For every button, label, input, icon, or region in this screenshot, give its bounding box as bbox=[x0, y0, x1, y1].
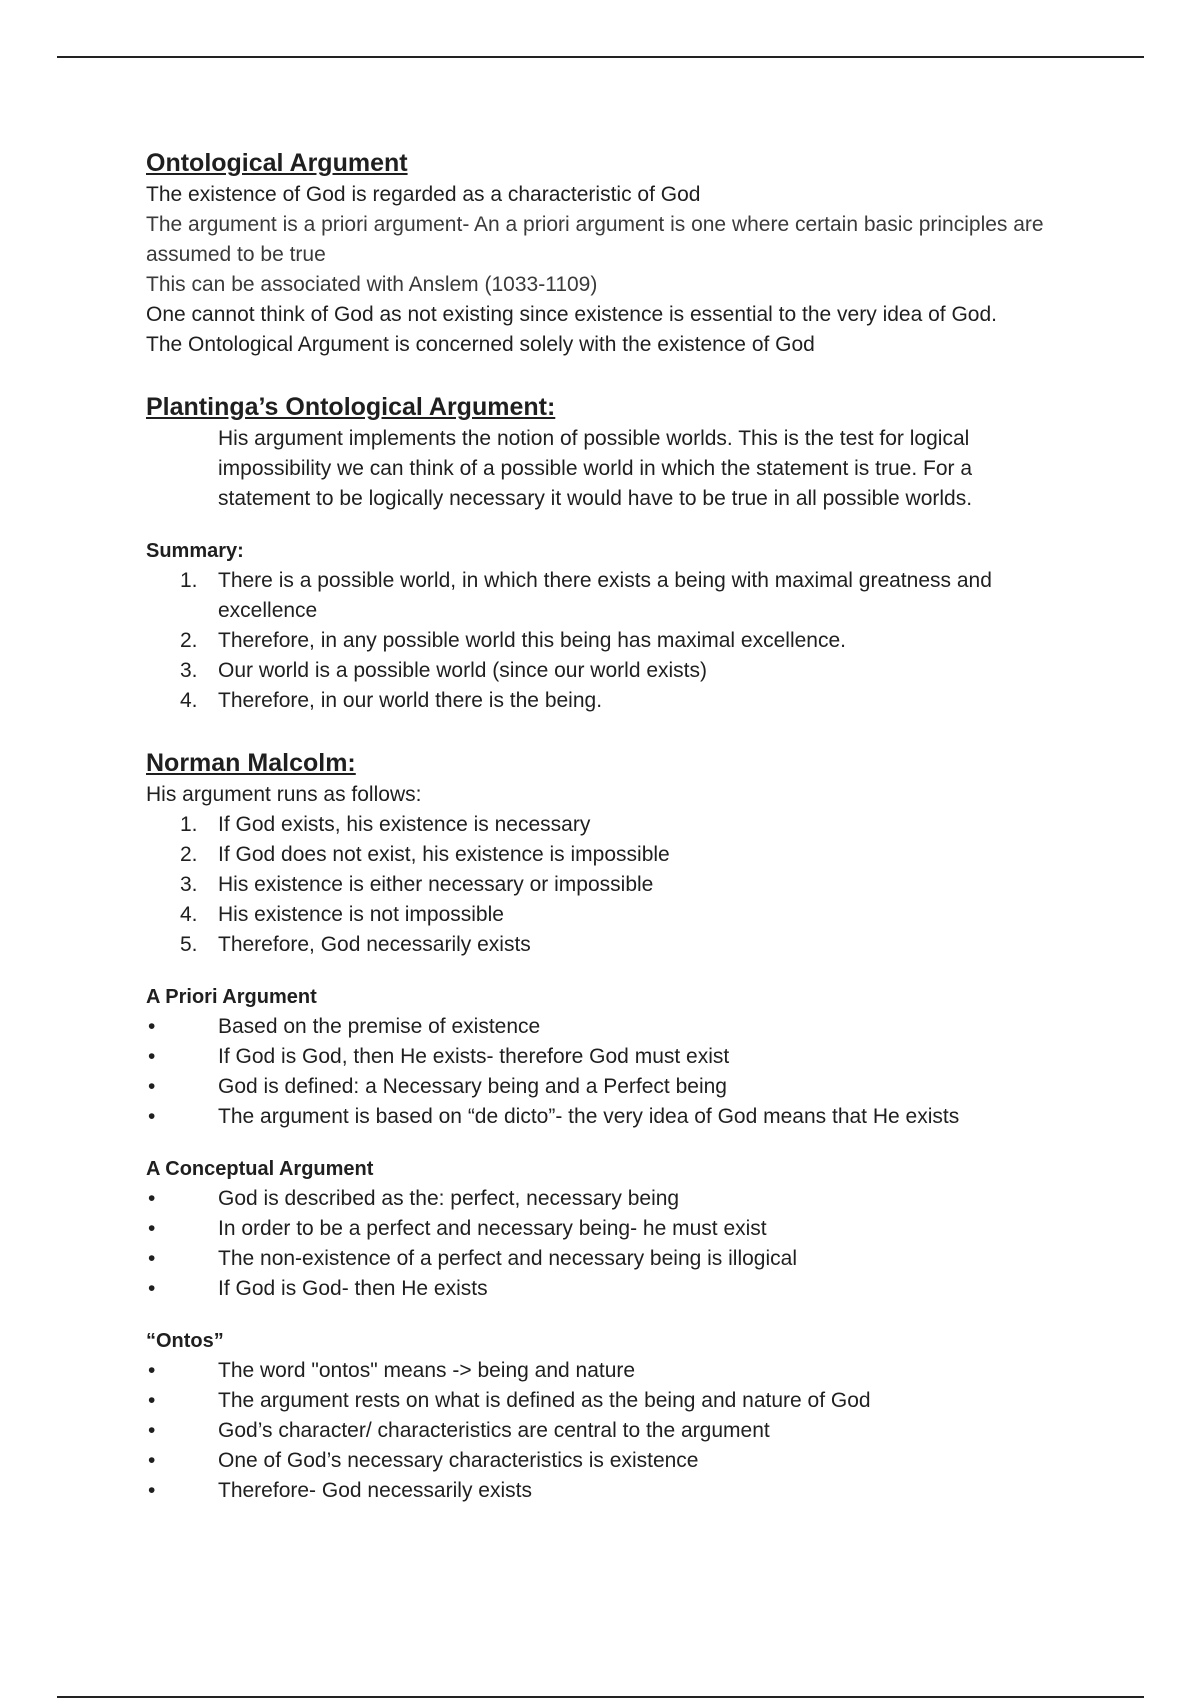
ontological-line-5: The Ontological Argument is concerned solely with the existence of God bbox=[146, 333, 815, 356]
list-item: 2. If God does not exist, his existence is impossible bbox=[180, 843, 670, 866]
list-item: 1. If God exists, his existence is necessary bbox=[180, 813, 591, 836]
heading-conceptual: A Conceptual Argument bbox=[146, 1158, 374, 1180]
list-item: 5. Therefore, God necessarily exists bbox=[180, 933, 531, 956]
section-plantinga bbox=[146, 390, 1046, 716]
summary-label: Summary: bbox=[146, 540, 244, 562]
bullet-icon: • bbox=[148, 1389, 156, 1412]
list-item: 2. Therefore, in any possible world this being has maximal excellence. bbox=[180, 629, 846, 652]
bullet-icon: • bbox=[148, 1359, 156, 1382]
list-item: • The argument rests on what is defined as the being and nature of God bbox=[146, 1386, 1046, 1416]
heading-norman-malcolm: Norman Malcolm: bbox=[146, 749, 356, 777]
ontological-line-3: This can be associated with Anslem (1033-1109) bbox=[146, 273, 598, 296]
list-item: 3. Our world is a possible world (since our world exists) bbox=[180, 659, 707, 682]
bullet-icon: • bbox=[148, 1187, 156, 1210]
section-conceptual bbox=[146, 1154, 1046, 1304]
ontological-line-1: The existence of God is regarded as a characteristic of God bbox=[146, 183, 701, 206]
list-item: • God is defined: a Necessary being and a Perfect being bbox=[146, 1072, 1046, 1102]
a-priori-bullets bbox=[146, 1012, 1046, 1132]
bullet-icon: • bbox=[148, 1075, 156, 1098]
section-ontological bbox=[146, 146, 1046, 360]
document-page bbox=[146, 146, 1046, 1506]
heading-ontological-argument: Ontological Argument bbox=[146, 149, 408, 177]
list-item: • If God is God, then He exists- therefore God must exist bbox=[146, 1042, 1046, 1072]
list-item: 3. His existence is either necessary or impossible bbox=[180, 873, 654, 896]
section-a-priori bbox=[146, 982, 1046, 1132]
bullet-icon: • bbox=[148, 1247, 156, 1270]
bullet-icon: • bbox=[148, 1479, 156, 1502]
bullet-icon: • bbox=[148, 1419, 156, 1442]
list-item: • The word "ontos" means -> being and nature bbox=[146, 1356, 1046, 1386]
bullet-icon: • bbox=[148, 1277, 156, 1300]
list-item: • God’s character/ characteristics are central to the argument bbox=[146, 1416, 1046, 1446]
heading-a-priori: A Priori Argument bbox=[146, 986, 317, 1008]
section-malcolm bbox=[146, 746, 1046, 960]
bottom-rule bbox=[57, 1696, 1144, 1698]
bullet-icon: • bbox=[148, 1105, 156, 1128]
list-item: • The argument is based on “de dicto”- the very idea of God means that He exists bbox=[146, 1102, 1046, 1132]
list-item: • In order to be a perfect and necessary being- he must exist bbox=[146, 1214, 1046, 1244]
heading-plantinga: Plantinga’s Ontological Argument: bbox=[146, 393, 556, 421]
plantinga-paragraph: His argument implements the notion of possible worlds. This is the test for logical impossibility we can think of a possible world in which the statement is true. For a statement to be logically necessary it would have to be true in all possible worlds. bbox=[218, 427, 973, 510]
list-item: • Based on the premise of existence bbox=[146, 1012, 1046, 1042]
malcolm-steps-list bbox=[146, 810, 1046, 960]
list-item: • One of God’s necessary characteristics is existence bbox=[146, 1446, 1046, 1476]
bullet-icon: • bbox=[148, 1217, 156, 1240]
list-item: 4. His existence is not impossible bbox=[180, 903, 504, 926]
ontos-bullets bbox=[146, 1356, 1046, 1506]
summary-list bbox=[146, 566, 1046, 716]
malcolm-intro: His argument runs as follows: bbox=[146, 783, 422, 806]
bullet-icon: • bbox=[148, 1045, 156, 1068]
list-item: 1. There is a possible world, in which there exists a being with maximal greatness and excellence bbox=[180, 569, 992, 622]
ontological-line-4: One cannot think of God as not existing since existence is essential to the very idea of God. bbox=[146, 303, 997, 326]
list-item: 4. Therefore, in our world there is the being. bbox=[180, 689, 603, 712]
list-item: • If God is God- then He exists bbox=[146, 1274, 1046, 1304]
list-item: • God is described as the: perfect, necessary being bbox=[146, 1184, 1046, 1214]
conceptual-bullets bbox=[146, 1184, 1046, 1304]
ontological-line-2: The argument is a priori argument- An a priori argument is one where certain basic principles are assumed to be true bbox=[146, 213, 1044, 266]
list-item: • The non-existence of a perfect and necessary being is illogical bbox=[146, 1244, 1046, 1274]
bullet-icon: • bbox=[148, 1449, 156, 1472]
list-item: • Therefore- God necessarily exists bbox=[146, 1476, 1046, 1506]
heading-ontos: “Ontos” bbox=[146, 1330, 224, 1352]
top-rule bbox=[57, 56, 1144, 58]
section-ontos bbox=[146, 1326, 1046, 1506]
bullet-icon: • bbox=[148, 1015, 156, 1038]
